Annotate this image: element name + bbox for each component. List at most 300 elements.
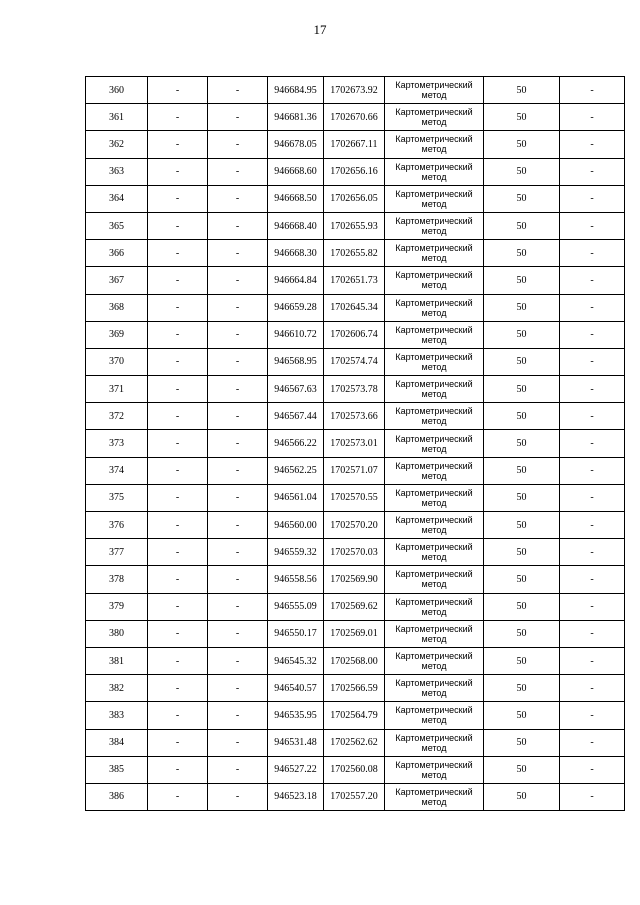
method-cell: [385, 484, 484, 511]
note-cell: -: [560, 212, 625, 239]
method-label-line2: метод: [421, 796, 447, 807]
method-label-line2: метод: [421, 334, 447, 345]
method-label-line2: метод: [421, 307, 447, 318]
method-label-line2: метод: [421, 117, 447, 128]
y-coordinate-cell: 1702655.93: [324, 212, 385, 239]
note-cell: -: [560, 756, 625, 783]
note-cell: -: [560, 484, 625, 511]
empty-value-cell: -: [208, 484, 268, 511]
point-number-cell: 368: [86, 294, 148, 321]
y-coordinate-cell: 1702573.66: [324, 403, 385, 430]
x-coordinate-cell: 946678.05: [268, 131, 324, 158]
empty-value-cell: -: [148, 484, 208, 511]
empty-value-cell: -: [148, 267, 208, 294]
table-row: [86, 267, 625, 294]
table-row: [86, 403, 625, 430]
point-number-cell: 386: [86, 783, 148, 810]
note-cell: -: [560, 512, 625, 539]
x-coordinate-cell: 946668.60: [268, 158, 324, 185]
method-label-line1: Картометрический: [395, 297, 473, 308]
note-cell: -: [560, 729, 625, 756]
note-cell: -: [560, 783, 625, 810]
method-label-line2: метод: [421, 416, 447, 427]
method-label-line1: Картометрический: [395, 406, 473, 417]
precision-cell: 50: [484, 620, 560, 647]
y-coordinate-cell: 1702557.20: [324, 783, 385, 810]
method-label-line1: Картометрический: [395, 216, 473, 227]
method-label-line2: метод: [421, 769, 447, 780]
coordinates-table: [85, 76, 625, 811]
table-row: [86, 512, 625, 539]
table-body: [86, 77, 625, 811]
point-number-cell: 381: [86, 647, 148, 674]
table-row: [86, 702, 625, 729]
point-number-cell: 380: [86, 620, 148, 647]
method-cell: [385, 321, 484, 348]
empty-value-cell: -: [208, 675, 268, 702]
precision-cell: 50: [484, 756, 560, 783]
table-row: [86, 294, 625, 321]
method-cell: [385, 783, 484, 810]
empty-value-cell: -: [208, 539, 268, 566]
empty-value-cell: -: [148, 158, 208, 185]
method-label-line1: Картометрический: [395, 433, 473, 444]
table-row: [86, 620, 625, 647]
empty-value-cell: -: [208, 158, 268, 185]
x-coordinate-cell: 946527.22: [268, 756, 324, 783]
empty-value-cell: -: [208, 294, 268, 321]
x-coordinate-cell: 946668.30: [268, 240, 324, 267]
point-number-cell: 360: [86, 77, 148, 104]
precision-cell: 50: [484, 267, 560, 294]
method-cell: [385, 566, 484, 593]
y-coordinate-cell: 1702569.90: [324, 566, 385, 593]
method-label-line2: метод: [421, 552, 447, 563]
x-coordinate-cell: 946535.95: [268, 702, 324, 729]
point-number-cell: 382: [86, 675, 148, 702]
method-label-line2: метод: [421, 525, 447, 536]
method-cell: [385, 376, 484, 403]
empty-value-cell: -: [148, 702, 208, 729]
y-coordinate-cell: 1702651.73: [324, 267, 385, 294]
precision-cell: 50: [484, 240, 560, 267]
empty-value-cell: -: [208, 756, 268, 783]
method-label-line1: Картометрический: [395, 569, 473, 580]
empty-value-cell: -: [208, 729, 268, 756]
point-number-cell: 369: [86, 321, 148, 348]
method-label-line2: метод: [421, 742, 447, 753]
empty-value-cell: -: [208, 566, 268, 593]
method-label-line1: Картометрический: [395, 270, 473, 281]
point-number-cell: 362: [86, 131, 148, 158]
y-coordinate-cell: 1702564.79: [324, 702, 385, 729]
method-cell: [385, 729, 484, 756]
y-coordinate-cell: 1702573.78: [324, 376, 385, 403]
note-cell: -: [560, 620, 625, 647]
empty-value-cell: -: [208, 512, 268, 539]
x-coordinate-cell: 946558.56: [268, 566, 324, 593]
empty-value-cell: -: [148, 457, 208, 484]
x-coordinate-cell: 946664.84: [268, 267, 324, 294]
point-number-cell: 372: [86, 403, 148, 430]
table-row: [86, 104, 625, 131]
empty-value-cell: -: [208, 403, 268, 430]
y-coordinate-cell: 1702569.01: [324, 620, 385, 647]
method-label-line2: метод: [421, 497, 447, 508]
empty-value-cell: -: [148, 729, 208, 756]
empty-value-cell: -: [208, 348, 268, 375]
note-cell: -: [560, 77, 625, 104]
method-label-line2: метод: [421, 633, 447, 644]
method-cell: [385, 185, 484, 212]
precision-cell: 50: [484, 457, 560, 484]
point-number-cell: 366: [86, 240, 148, 267]
y-coordinate-cell: 1702571.07: [324, 457, 385, 484]
method-label-line1: Картометрический: [395, 487, 473, 498]
table-row: [86, 430, 625, 457]
y-coordinate-cell: 1702562.62: [324, 729, 385, 756]
y-coordinate-cell: 1702574.74: [324, 348, 385, 375]
method-label-line2: метод: [421, 253, 447, 264]
empty-value-cell: -: [208, 376, 268, 403]
precision-cell: 50: [484, 212, 560, 239]
table-row: [86, 240, 625, 267]
point-number-cell: 365: [86, 212, 148, 239]
method-cell: [385, 620, 484, 647]
empty-value-cell: -: [208, 77, 268, 104]
y-coordinate-cell: 1702570.20: [324, 512, 385, 539]
empty-value-cell: -: [148, 647, 208, 674]
precision-cell: 50: [484, 593, 560, 620]
table-row: [86, 158, 625, 185]
table-row: [86, 131, 625, 158]
method-label-line1: Картометрический: [395, 107, 473, 118]
method-cell: [385, 457, 484, 484]
x-coordinate-cell: 946560.00: [268, 512, 324, 539]
empty-value-cell: -: [208, 240, 268, 267]
empty-value-cell: -: [208, 783, 268, 810]
y-coordinate-cell: 1702573.01: [324, 430, 385, 457]
method-label-line2: метод: [421, 198, 447, 209]
precision-cell: 50: [484, 294, 560, 321]
empty-value-cell: -: [148, 675, 208, 702]
note-cell: -: [560, 321, 625, 348]
point-number-cell: 376: [86, 512, 148, 539]
note-cell: -: [560, 430, 625, 457]
table-row: [86, 566, 625, 593]
point-number-cell: 371: [86, 376, 148, 403]
x-coordinate-cell: 946668.50: [268, 185, 324, 212]
empty-value-cell: -: [208, 593, 268, 620]
empty-value-cell: -: [208, 457, 268, 484]
x-coordinate-cell: 946681.36: [268, 104, 324, 131]
note-cell: -: [560, 403, 625, 430]
method-label-line2: метод: [421, 280, 447, 291]
x-coordinate-cell: 946523.18: [268, 783, 324, 810]
precision-cell: 50: [484, 185, 560, 212]
table-row: [86, 77, 625, 104]
method-label-line1: Картометрический: [395, 324, 473, 335]
empty-value-cell: -: [208, 212, 268, 239]
y-coordinate-cell: 1702656.16: [324, 158, 385, 185]
x-coordinate-cell: 946610.72: [268, 321, 324, 348]
x-coordinate-cell: 946550.17: [268, 620, 324, 647]
method-label-line2: метод: [421, 661, 447, 672]
note-cell: -: [560, 294, 625, 321]
page-number: 17: [313, 22, 327, 37]
precision-cell: 50: [484, 512, 560, 539]
method-label-line1: Картометрический: [395, 243, 473, 254]
method-label-line2: метод: [421, 688, 447, 699]
y-coordinate-cell: 1702566.59: [324, 675, 385, 702]
table-row: [86, 593, 625, 620]
table-row: [86, 756, 625, 783]
method-label-line1: Картометрический: [395, 460, 473, 471]
method-label-line1: Картометрический: [395, 351, 473, 362]
note-cell: -: [560, 647, 625, 674]
x-coordinate-cell: 946566.22: [268, 430, 324, 457]
x-coordinate-cell: 946567.63: [268, 376, 324, 403]
empty-value-cell: -: [208, 430, 268, 457]
empty-value-cell: -: [148, 376, 208, 403]
point-number-cell: 384: [86, 729, 148, 756]
method-label-line2: метод: [421, 606, 447, 617]
point-number-cell: 379: [86, 593, 148, 620]
method-cell: [385, 348, 484, 375]
y-coordinate-cell: 1702570.03: [324, 539, 385, 566]
precision-cell: 50: [484, 539, 560, 566]
table-row: [86, 212, 625, 239]
method-cell: [385, 756, 484, 783]
y-coordinate-cell: 1702560.08: [324, 756, 385, 783]
method-cell: [385, 240, 484, 267]
x-coordinate-cell: 946668.40: [268, 212, 324, 239]
point-number-cell: 378: [86, 566, 148, 593]
y-coordinate-cell: 1702569.62: [324, 593, 385, 620]
point-number-cell: 377: [86, 539, 148, 566]
note-cell: -: [560, 376, 625, 403]
method-cell: [385, 430, 484, 457]
empty-value-cell: -: [208, 702, 268, 729]
precision-cell: 50: [484, 158, 560, 185]
y-coordinate-cell: 1702570.55: [324, 484, 385, 511]
table-row: [86, 647, 625, 674]
empty-value-cell: -: [148, 539, 208, 566]
empty-value-cell: -: [148, 77, 208, 104]
point-number-cell: 385: [86, 756, 148, 783]
note-cell: -: [560, 539, 625, 566]
precision-cell: 50: [484, 484, 560, 511]
x-coordinate-cell: 946555.09: [268, 593, 324, 620]
empty-value-cell: -: [148, 783, 208, 810]
method-cell: [385, 77, 484, 104]
precision-cell: 50: [484, 729, 560, 756]
note-cell: -: [560, 158, 625, 185]
precision-cell: 50: [484, 376, 560, 403]
empty-value-cell: -: [148, 185, 208, 212]
y-coordinate-cell: 1702645.34: [324, 294, 385, 321]
method-label-line2: метод: [421, 90, 447, 101]
method-label-line2: метод: [421, 361, 447, 372]
note-cell: -: [560, 104, 625, 131]
method-label-line1: Картометрический: [395, 786, 473, 797]
x-coordinate-cell: 946567.44: [268, 403, 324, 430]
precision-cell: 50: [484, 702, 560, 729]
empty-value-cell: -: [148, 566, 208, 593]
method-cell: [385, 158, 484, 185]
method-label-line1: Картометрический: [395, 596, 473, 607]
empty-value-cell: -: [148, 512, 208, 539]
method-label-line2: метод: [421, 579, 447, 590]
precision-cell: 50: [484, 675, 560, 702]
method-label-line1: Картометрический: [395, 161, 473, 172]
method-label-line1: Картометрический: [395, 134, 473, 145]
method-cell: [385, 702, 484, 729]
empty-value-cell: -: [148, 403, 208, 430]
table-row: [86, 783, 625, 810]
precision-cell: 50: [484, 430, 560, 457]
empty-value-cell: -: [208, 321, 268, 348]
empty-value-cell: -: [148, 348, 208, 375]
method-cell: [385, 212, 484, 239]
method-label-line1: Картометрический: [395, 80, 473, 91]
empty-value-cell: -: [148, 620, 208, 647]
x-coordinate-cell: 946531.48: [268, 729, 324, 756]
y-coordinate-cell: 1702673.92: [324, 77, 385, 104]
empty-value-cell: -: [148, 756, 208, 783]
method-label-line1: Картометрический: [395, 379, 473, 390]
table-row: [86, 675, 625, 702]
method-label-line1: Картометрический: [395, 678, 473, 689]
y-coordinate-cell: 1702670.66: [324, 104, 385, 131]
point-number-cell: 364: [86, 185, 148, 212]
x-coordinate-cell: 946562.25: [268, 457, 324, 484]
method-label-line1: Картометрический: [395, 188, 473, 199]
y-coordinate-cell: 1702656.05: [324, 185, 385, 212]
method-label-line1: Картометрический: [395, 651, 473, 662]
method-label-line1: Картометрический: [395, 732, 473, 743]
note-cell: -: [560, 457, 625, 484]
precision-cell: 50: [484, 321, 560, 348]
empty-value-cell: -: [148, 294, 208, 321]
note-cell: -: [560, 566, 625, 593]
empty-value-cell: -: [148, 104, 208, 131]
table-row: [86, 376, 625, 403]
precision-cell: 50: [484, 77, 560, 104]
precision-cell: 50: [484, 783, 560, 810]
note-cell: -: [560, 185, 625, 212]
table-row: [86, 185, 625, 212]
note-cell: -: [560, 675, 625, 702]
method-cell: [385, 104, 484, 131]
note-cell: -: [560, 348, 625, 375]
point-number-cell: 367: [86, 267, 148, 294]
method-label-line1: Картометрический: [395, 705, 473, 716]
method-cell: [385, 294, 484, 321]
method-label-line1: Картометрический: [395, 623, 473, 634]
method-label-line2: метод: [421, 226, 447, 237]
method-label-line1: Картометрический: [395, 542, 473, 553]
note-cell: -: [560, 702, 625, 729]
empty-value-cell: -: [208, 647, 268, 674]
method-label-line1: Картометрический: [395, 515, 473, 526]
x-coordinate-cell: 946540.57: [268, 675, 324, 702]
empty-value-cell: -: [208, 131, 268, 158]
method-label-line2: метод: [421, 144, 447, 155]
precision-cell: 50: [484, 647, 560, 674]
x-coordinate-cell: 946561.04: [268, 484, 324, 511]
y-coordinate-cell: 1702667.11: [324, 131, 385, 158]
method-label-line2: метод: [421, 389, 447, 400]
table-row: [86, 729, 625, 756]
method-cell: [385, 647, 484, 674]
table-row: [86, 348, 625, 375]
table-row: [86, 457, 625, 484]
method-label-line2: метод: [421, 470, 447, 481]
point-number-cell: 374: [86, 457, 148, 484]
empty-value-cell: -: [208, 185, 268, 212]
y-coordinate-cell: 1702655.82: [324, 240, 385, 267]
point-number-cell: 383: [86, 702, 148, 729]
method-cell: [385, 539, 484, 566]
point-number-cell: 361: [86, 104, 148, 131]
note-cell: -: [560, 593, 625, 620]
method-label-line2: метод: [421, 171, 447, 182]
table-row: [86, 484, 625, 511]
x-coordinate-cell: 946559.32: [268, 539, 324, 566]
empty-value-cell: -: [148, 240, 208, 267]
empty-value-cell: -: [148, 321, 208, 348]
method-cell: [385, 512, 484, 539]
method-cell: [385, 267, 484, 294]
empty-value-cell: -: [208, 267, 268, 294]
empty-value-cell: -: [208, 104, 268, 131]
empty-value-cell: -: [208, 620, 268, 647]
x-coordinate-cell: 946545.32: [268, 647, 324, 674]
empty-value-cell: -: [148, 593, 208, 620]
x-coordinate-cell: 946568.95: [268, 348, 324, 375]
precision-cell: 50: [484, 348, 560, 375]
note-cell: -: [560, 240, 625, 267]
method-cell: [385, 593, 484, 620]
precision-cell: 50: [484, 403, 560, 430]
y-coordinate-cell: 1702568.00: [324, 647, 385, 674]
precision-cell: 50: [484, 104, 560, 131]
empty-value-cell: -: [148, 131, 208, 158]
point-number-cell: 370: [86, 348, 148, 375]
table-row: [86, 539, 625, 566]
method-cell: [385, 131, 484, 158]
point-number-cell: 375: [86, 484, 148, 511]
table-row: [86, 321, 625, 348]
note-cell: -: [560, 131, 625, 158]
empty-value-cell: -: [148, 212, 208, 239]
method-cell: [385, 403, 484, 430]
y-coordinate-cell: 1702606.74: [324, 321, 385, 348]
method-cell: [385, 675, 484, 702]
precision-cell: 50: [484, 131, 560, 158]
precision-cell: 50: [484, 566, 560, 593]
point-number-cell: 363: [86, 158, 148, 185]
point-number-cell: 373: [86, 430, 148, 457]
method-label-line1: Картометрический: [395, 759, 473, 770]
method-label-line2: метод: [421, 443, 447, 454]
x-coordinate-cell: 946659.28: [268, 294, 324, 321]
note-cell: -: [560, 267, 625, 294]
method-label-line2: метод: [421, 715, 447, 726]
x-coordinate-cell: 946684.95: [268, 77, 324, 104]
empty-value-cell: -: [148, 430, 208, 457]
